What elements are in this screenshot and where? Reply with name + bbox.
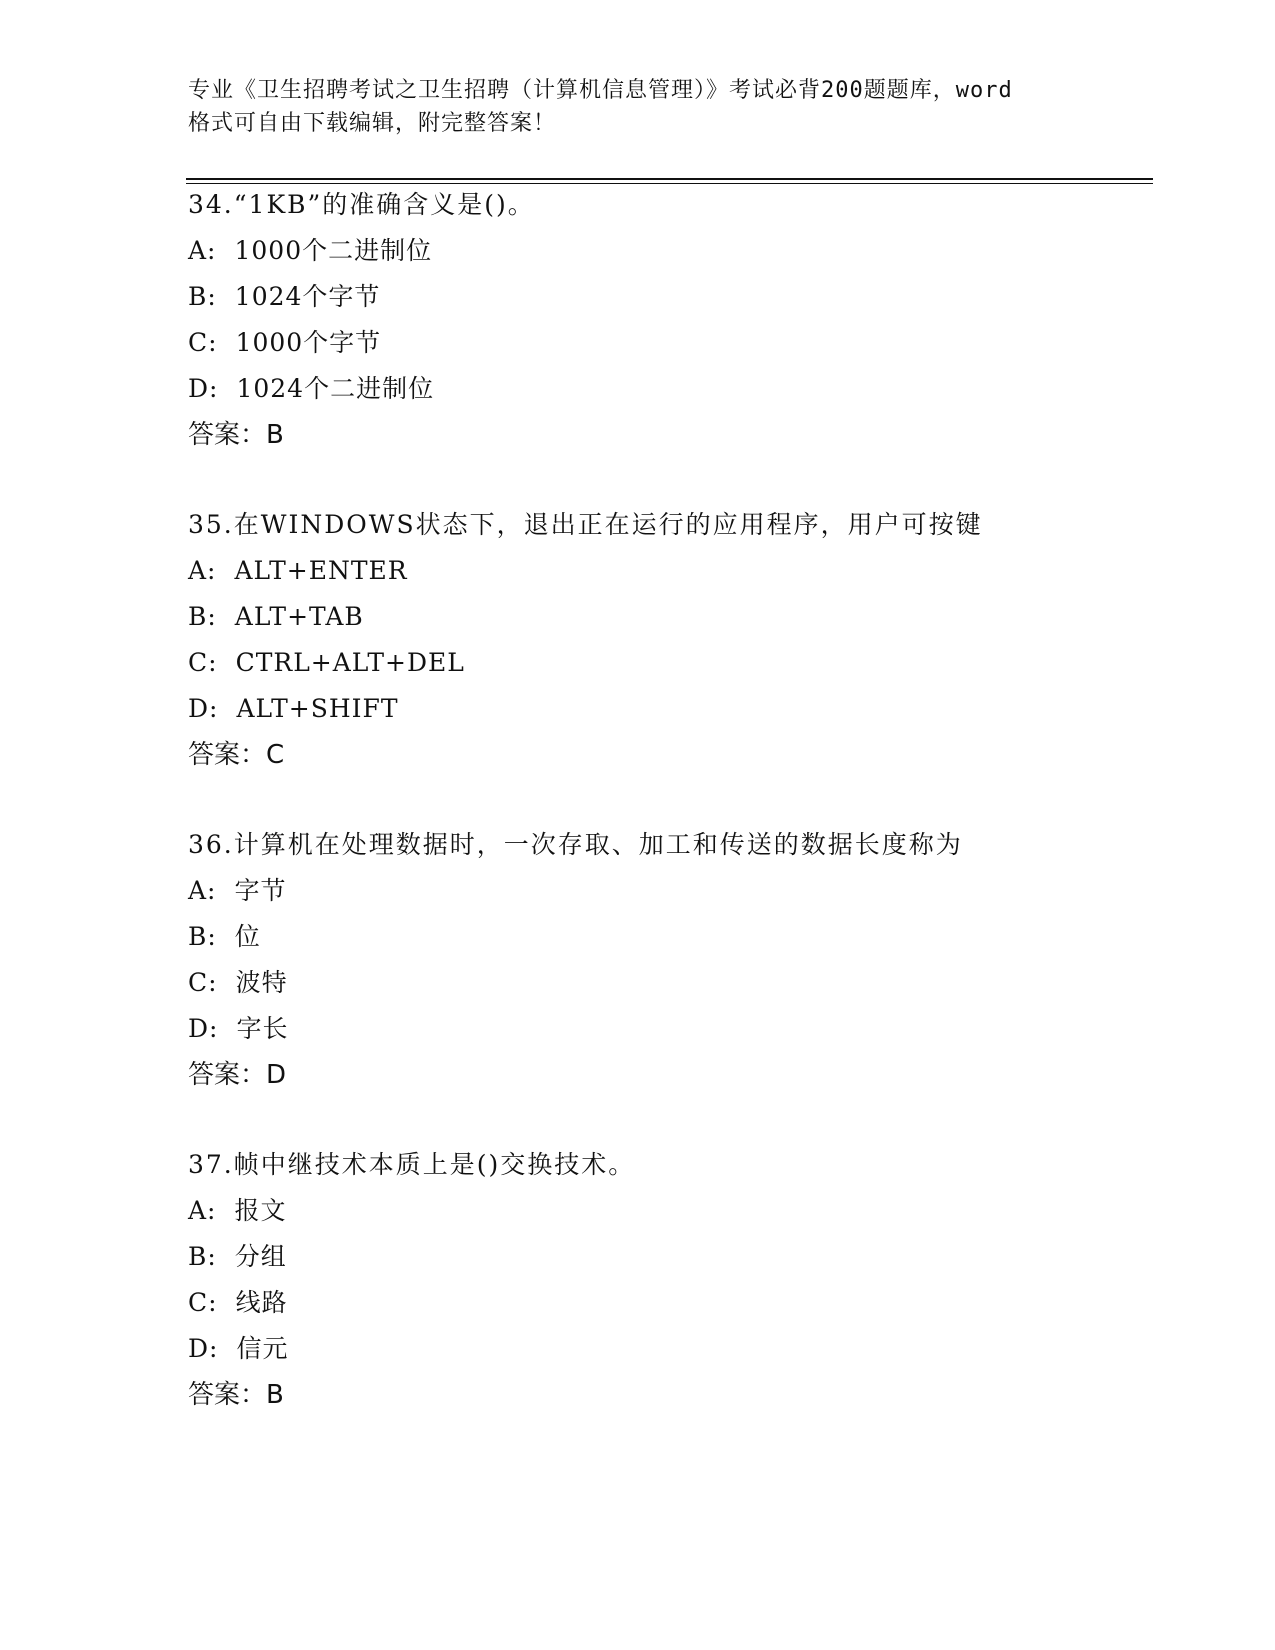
option-letter: C: xyxy=(188,328,218,357)
question-text: 36.计算机在处理数据时，一次存取、加工和传送的数据长度称为 xyxy=(188,830,963,859)
option-a xyxy=(188,548,1148,594)
option-text: CTRL+ALT+DEL xyxy=(235,648,465,677)
option-letter: A: xyxy=(188,1196,217,1225)
question-text: 37.帧中继技术本质上是()交换技术。 xyxy=(188,1150,636,1179)
option-b xyxy=(188,594,1148,640)
question-34 xyxy=(188,182,1148,458)
option-letter: B: xyxy=(188,922,217,951)
option-letter: B: xyxy=(188,602,217,631)
option-c xyxy=(188,960,1148,1006)
option-a xyxy=(188,1188,1148,1234)
option-letter: B: xyxy=(188,1242,217,1271)
answer-label: 答案：D xyxy=(188,1060,287,1090)
option-c xyxy=(188,1280,1148,1326)
option-letter: D: xyxy=(188,374,219,403)
option-letter: D: xyxy=(188,694,219,723)
option-text: 信元 xyxy=(236,1334,289,1363)
option-d xyxy=(188,366,1148,412)
question-35 xyxy=(188,502,1148,778)
option-c xyxy=(188,640,1148,686)
option-letter: C: xyxy=(188,1288,218,1317)
option-letter: B: xyxy=(188,282,217,311)
option-c xyxy=(188,320,1148,366)
header-line-2: 格式可自由下载编辑，附完整答案！ xyxy=(188,111,557,136)
option-d xyxy=(188,686,1148,732)
question-36 xyxy=(188,822,1148,1098)
option-text: 报文 xyxy=(234,1196,287,1225)
option-text: 1000个字节 xyxy=(235,328,382,357)
option-text: 字长 xyxy=(236,1014,289,1043)
option-text: 分组 xyxy=(234,1242,287,1271)
option-b xyxy=(188,274,1148,320)
option-letter: A: xyxy=(188,556,217,585)
option-text: 1024个二进制位 xyxy=(236,374,435,403)
document-header xyxy=(188,74,1088,140)
option-d xyxy=(188,1006,1148,1052)
option-text: 位 xyxy=(234,922,261,951)
option-text: ALT+ENTER xyxy=(234,556,408,585)
option-letter: A: xyxy=(188,236,217,265)
option-text: 线路 xyxy=(235,1288,288,1317)
option-b xyxy=(188,1234,1148,1280)
option-letter: C: xyxy=(188,968,218,997)
answer-label: 答案：C xyxy=(188,740,285,770)
header-line-1: 专业《卫生招聘考试之卫生招聘（计算机信息管理）》考试必背200题题库，word xyxy=(188,78,1013,103)
option-letter: D: xyxy=(188,1334,219,1363)
option-text: 1024个字节 xyxy=(234,282,381,311)
option-text: 字节 xyxy=(234,876,287,905)
option-letter: C: xyxy=(188,648,218,677)
question-37 xyxy=(188,1142,1148,1418)
header-divider-thick xyxy=(186,178,1153,180)
option-d xyxy=(188,1326,1148,1372)
option-text: 1000个二进制位 xyxy=(234,236,433,265)
option-text: ALT+SHIFT xyxy=(236,694,399,723)
answer-label: 答案：B xyxy=(188,420,284,450)
option-a xyxy=(188,868,1148,914)
question-text: 34.“1KB”的准确含义是()。 xyxy=(188,190,535,219)
answer-label: 答案：B xyxy=(188,1380,284,1410)
option-b xyxy=(188,914,1148,960)
question-text: 35.在WINDOWS状态下，退出正在运行的应用程序，用户可按键 xyxy=(188,510,983,539)
option-text: ALT+TAB xyxy=(234,602,364,631)
option-text: 波特 xyxy=(235,968,288,997)
option-letter: A: xyxy=(188,876,217,905)
option-letter: D: xyxy=(188,1014,219,1043)
option-a xyxy=(188,228,1148,274)
